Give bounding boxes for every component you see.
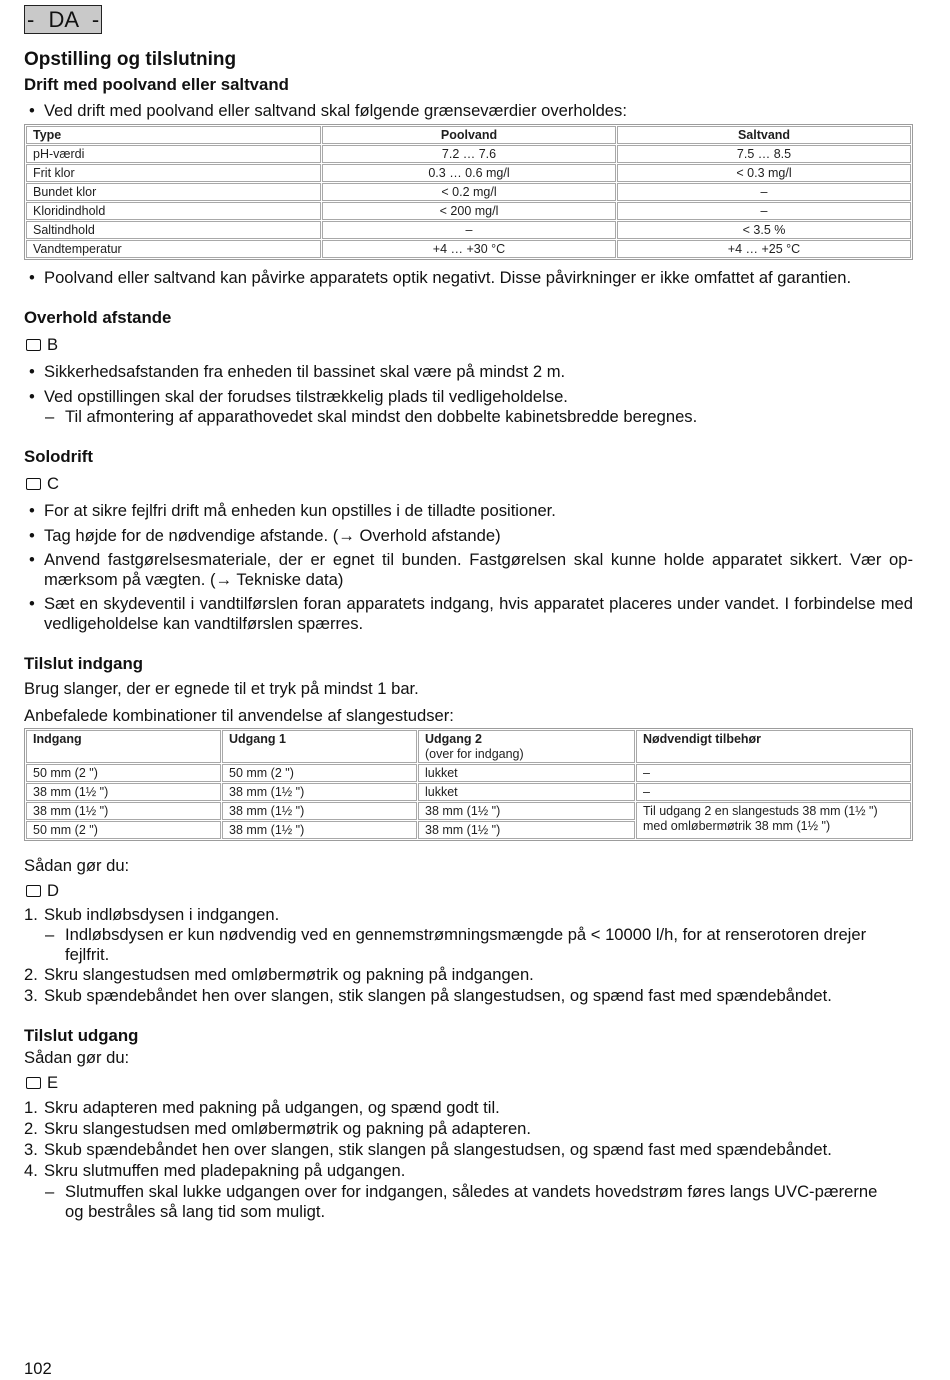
step-number: 3. (24, 1140, 38, 1159)
table-cell: 50 mm (2 ") (222, 764, 417, 782)
figure-reference (26, 474, 59, 494)
sub-item-line: fejlfrit. (65, 945, 110, 964)
bullet-item: • For at sikre fejlfri drift må enheden kun opstilles i de tilladte positioner. (44, 501, 913, 521)
step-text: Skub indløbsdysen i indgangen. (44, 905, 280, 924)
column-header-accessory (636, 730, 911, 763)
table-cell: – (617, 202, 911, 220)
figure-reference (26, 881, 59, 901)
table-header-row (26, 730, 911, 763)
table-cell: 0.3 … 0.6 mg/l (322, 164, 616, 182)
column-header-label: Nødvendigt tilbehør (643, 732, 762, 746)
sub-item-line: – Indløbsdysen er kun nødvendig ved en gennemstrømningsmængde på < 10000 l/h, for at renserotoren drejer (65, 925, 867, 944)
column-header-outlet-2 (418, 730, 635, 763)
table-row (26, 240, 911, 258)
table-cell: < 3.5 % (617, 221, 911, 239)
figure-frame-icon (26, 1077, 41, 1089)
step-text: Skru slutmuffen med pladepakning på udgangen. (44, 1161, 406, 1180)
figure-letter: E (47, 1073, 59, 1092)
table-cell: Bundet klor (26, 183, 321, 201)
step-text: Skru slangestudsen med omløbermøtrik og pakning på adapteren. (44, 1119, 532, 1138)
figure-letter: D (47, 881, 59, 900)
table-cell: lukket (418, 783, 635, 801)
table-intro: Anbefalede kombinationer til anvendelse af slangestudser: (24, 706, 454, 725)
bullet-line: vedligeholdelse kan vandtilførslen spærres. (44, 614, 364, 633)
table-cell: 7.2 … 7.6 (322, 145, 616, 163)
bullet-item: • Sikkerhedsafstanden fra enheden til bassinet skal være på mindst 2 m. (44, 362, 913, 382)
column-header-outlet-1 (222, 730, 417, 763)
bullet-item: • Poolvand eller saltvand kan påvirke apparatets optik negativt. Disse påvirkninger er ikke omfattet af garantien. (44, 268, 913, 288)
table-row (26, 145, 911, 163)
step-number: 2. (24, 965, 38, 984)
step-text: Skru slangestudsen med omløbermøtrik og pakning på indgangen. (44, 965, 534, 984)
table-cell: 50 mm (2 ") (26, 821, 221, 839)
step-number: 1. (24, 905, 38, 924)
table-cell: – (636, 783, 911, 801)
table-cell: +4 … +30 °C (322, 240, 616, 258)
bullet-line: mærksom på vægten. (→ Tekniske data) (44, 570, 344, 589)
step-text: Skru adapteren med pakning på udgangen, og spænd godt til. (44, 1098, 500, 1117)
table-cell: Frit klor (26, 164, 321, 182)
step-number: 1. (24, 1098, 38, 1117)
step-text: Skub spændebåndet hen over slangen, stik slangen på slangestudsen, og spænd fast med spændebåndet. (44, 1140, 832, 1159)
bullet-line: • Sæt en skydeventil i vandtilførslen foran apparatets indgang, hvis apparatet placeres under vandet. I forbindelse med (44, 594, 913, 613)
hose-note: Brug slanger, der er egnede til et tryk på mindst 1 bar. (24, 679, 419, 698)
sub-item: – Til afmontering af apparathovedet skal mindst den dobbelte kabinetsbredde beregnes. (65, 407, 913, 427)
table-cell: pH-værdi (26, 145, 321, 163)
step-item (24, 905, 913, 925)
column-header-inlet (26, 730, 221, 763)
accessory-note-cell (636, 802, 911, 839)
sub-item (65, 925, 913, 965)
column-header-label: Indgang (33, 732, 82, 746)
table-cell: +4 … +25 °C (617, 240, 911, 258)
table-cell: – (636, 764, 911, 782)
table-cell: < 200 mg/l (322, 202, 616, 220)
step-item (24, 1140, 913, 1160)
table-cell: 38 mm (1½ ") (222, 802, 417, 820)
sub-item (65, 1182, 913, 1222)
table-cell: 7.5 … 8.5 (617, 145, 911, 163)
heading-inlet: Tilslut indgang (24, 654, 144, 673)
table-row (26, 783, 911, 801)
table-row (26, 221, 911, 239)
step-item (24, 1119, 913, 1139)
column-header-label: Udgang 1 (229, 732, 286, 746)
step-number: 4. (24, 1161, 38, 1180)
sub-item-line: – Slutmuffen skal lukke udgangen over for indgangen, således at vandets hovedstrøm føres langs UVC-pærerne (65, 1182, 878, 1201)
step-item (24, 965, 913, 985)
column-header-type: Type (26, 126, 321, 144)
table-row (26, 764, 911, 782)
heading-distances: Overhold afstande (24, 308, 172, 327)
table-cell: – (617, 183, 911, 201)
bullet-item: • Ved drift med poolvand eller saltvand skal følgende grænseværdier overholdes: (44, 101, 913, 121)
figure-reference (26, 335, 58, 355)
column-header-poolvand: Poolvand (322, 126, 616, 144)
howto-label: Sådan gør du: (24, 856, 130, 875)
figure-frame-icon (26, 885, 41, 897)
heading-pool-saltwater: Drift med poolvand eller saltvand (24, 75, 289, 94)
step-number: 3. (24, 986, 38, 1005)
limit-values-table (24, 124, 913, 260)
table-cell: – (322, 221, 616, 239)
figure-letter: C (47, 474, 59, 493)
table-cell: Vandtemperatur (26, 240, 321, 258)
figure-letter: B (47, 335, 59, 354)
column-header-saltvand: Saltvand (617, 126, 911, 144)
howto-label: Sådan gør du: (24, 1048, 130, 1067)
table-cell: 38 mm (1½ ") (26, 783, 221, 801)
column-header-note: (over for indgang) (425, 747, 524, 761)
step-item (24, 986, 913, 1006)
table-cell: 38 mm (1½ ") (26, 802, 221, 820)
bullet-item: • Ved opstillingen skal der forudses tilstrækkelig plads til vedligeholdelse. (44, 387, 913, 407)
step-item (24, 1161, 913, 1181)
table-row (26, 164, 911, 182)
table-cell: < 0.3 mg/l (617, 164, 911, 182)
step-item (24, 1098, 913, 1118)
table-cell: lukket (418, 764, 635, 782)
step-number: 2. (24, 1119, 38, 1138)
page-number: 102 (24, 1359, 52, 1378)
table-cell: 38 mm (1½ ") (418, 821, 635, 839)
page-title: Opstilling og tilslutning (24, 49, 237, 70)
table-cell: 38 mm (1½ ") (222, 783, 417, 801)
column-header-label: Udgang 2 (425, 732, 482, 746)
figure-frame-icon (26, 339, 41, 351)
table-cell: 50 mm (2 ") (26, 764, 221, 782)
heading-solo: Solodrift (24, 447, 93, 466)
hose-combination-table (24, 728, 913, 841)
accessory-note-line: med omløbermøtrik 38 mm (1½ ") (643, 819, 831, 833)
table-cell: 38 mm (1½ ") (418, 802, 635, 820)
bullet-item: • Tag højde for de nødvendige afstande. (→ Overhold afstande) (44, 526, 913, 546)
table-cell: 38 mm (1½ ") (222, 821, 417, 839)
table-row (26, 802, 911, 820)
bullet-line: • Anvend fastgørelsesmateriale, der er egnet til bunden. Fastgørelsen skal kunne holde apparatet sikkert. Vær op- (44, 550, 913, 569)
step-text: Skub spændebåndet hen over slangen, stik slangen på slangestudsen, og spænd fast med spændebåndet. (44, 986, 832, 1005)
figure-reference (26, 1073, 58, 1093)
table-header-row (26, 126, 911, 144)
sub-item-line: og bestråles så lang tid som muligt. (65, 1202, 326, 1221)
table-cell: Saltindhold (26, 221, 321, 239)
table-cell: < 0.2 mg/l (322, 183, 616, 201)
bullet-item (44, 550, 913, 590)
accessory-note-line: Til udgang 2 en slangestuds 38 mm (1½ ") (643, 804, 878, 818)
table-row (26, 183, 911, 201)
bullet-item (44, 594, 913, 634)
table-cell: Kloridindhold (26, 202, 321, 220)
figure-frame-icon (26, 478, 41, 490)
language-tag: - DA - (24, 5, 102, 34)
heading-outlet: Tilslut udgang (24, 1026, 139, 1045)
table-row (26, 202, 911, 220)
